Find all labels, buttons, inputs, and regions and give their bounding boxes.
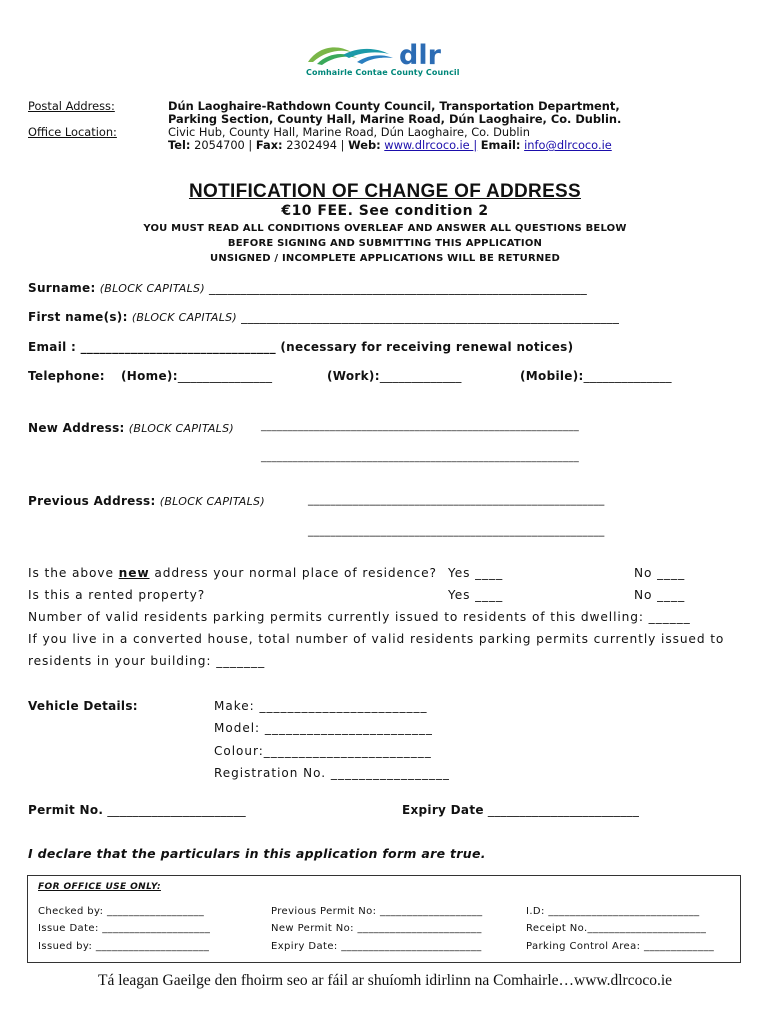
home-line-a[interactable]: __ [177,369,191,383]
web-link[interactable]: www.dlrcoco.ie [384,138,474,152]
mobile-label: (Mobile): [520,369,584,383]
work-phone-field[interactable] [327,369,462,383]
office-location-label: Office Location: [28,125,117,139]
previous-address-label: Previous Address: [28,494,156,508]
irish-version-footer: Tá leagan Gaeilge den fhoirm seo ar fáil ar shuíomh idirlinn na Comhairle…www.dlrcoco.ie [97,972,673,989]
work-line[interactable]: _____________ [379,369,462,383]
parking-control-area-field[interactable]: Parking Control Area: _____________ [526,941,715,952]
block-capitals-hint: (BLOCK CAPITALS) [131,311,238,324]
office-expiry-date-field[interactable]: Expiry Date: __________________________ [271,941,482,952]
tel-label: Tel: [168,138,191,152]
q1-new-emphasis: new [118,566,150,580]
vehicle-registration-field[interactable]: Registration No. _________________ [214,766,450,780]
question-converted-house-a: If you live in a converted house, total number of valid residents parking permits currently issued to [28,632,725,646]
vehicle-colour-field[interactable]: Colour:________________________ [214,744,432,758]
q1-text-a: Is the above [28,566,119,580]
form-title: NOTIFICATION OF CHANGE OF ADDRESS [188,181,581,202]
telephone-label: Telephone: [28,369,105,383]
q2-yes[interactable]: Yes ____ [448,588,504,602]
email-field[interactable] [28,340,573,354]
new-permit-field[interactable]: New Permit No: _______________________ [271,923,482,934]
expiry-date-label: Expiry Date [402,803,484,817]
issue-date-field[interactable]: Issue Date: ____________________ [38,923,211,934]
question-permits-dwelling[interactable]: Number of valid residents parking permits currently issued to residents of this dwelling: ______ [28,610,691,624]
issued-by-field[interactable]: Issued by: _____________________ [38,941,210,952]
previous-address-line-1[interactable]: _____________________________________________________ [308,494,605,506]
new-address-label-group [28,421,234,435]
previous-address-line-2[interactable]: _____________________________________________________ [308,525,605,537]
email-field-line[interactable]: _______________________________ [80,340,276,354]
checked-by-field[interactable]: Checked by: __________________ [38,906,205,917]
surname-line[interactable]: ____________________________________________________________ [209,281,588,295]
logo-subtitle: Comhairle Contae County Council [306,68,460,77]
receipt-field[interactable]: Receipt No.______________________ [526,923,707,934]
vehicle-make-field[interactable]: Make: ________________________ [214,699,428,713]
office-location-value: Civic Hub, County Hall, Marine Road, Dún Laoghaire, Co. Dublin [168,125,530,139]
question-normal-residence [28,566,437,580]
notice-line-2: BEFORE SIGNING AND SUBMITTING THIS APPLICATION [227,238,543,249]
vehicle-details-label: Vehicle Details: [28,699,138,713]
declaration: I declare that the particulars in this application form are true. [28,846,486,861]
web-label: Web: [348,138,381,152]
work-label: (Work): [327,369,380,383]
previous-address-label-group [28,494,265,508]
fee-line: €10 FEE. See condition 2 [281,203,489,219]
contact-line: Tel: 2054700 | Fax: 2302494 | Web: www.dlrcoco.ie | Email: info@dlrcoco.ie [168,138,612,152]
mobile-line[interactable]: ______________ [583,369,672,383]
id-field[interactable]: I.D: ____________________________ [526,906,700,917]
q1-text-b: address your normal place of residence? [149,566,437,580]
q2-no[interactable]: No ____ [634,588,686,602]
postal-address-label: Postal Address: [28,99,115,113]
question-converted-house-b[interactable]: residents in your building: _______ [28,654,266,668]
q1-yes[interactable]: Yes ____ [448,566,504,580]
email-link[interactable]: info@dlrcoco.ie [524,138,612,152]
permit-no-line[interactable]: ______________________ [107,803,246,817]
surname-label: Surname: [28,281,96,295]
expiry-date-line[interactable]: ________________________ [487,803,640,817]
email-field-label: Email : [28,340,77,354]
fax-value: 2302494 [286,138,337,152]
new-address-line-1[interactable]: ____________________________________________________________ [261,421,579,432]
office-use-title: FOR OFFICE USE ONLY: [38,882,161,892]
surname-field[interactable] [28,281,587,295]
block-capitals-hint: (BLOCK CAPITALS) [99,282,205,295]
notice-line-3: UNSIGNED / INCOMPLETE APPLICATIONS WILL BE RETURNED [210,253,560,264]
permit-no-label: Permit No. [28,803,104,817]
postal-address-line-1: Dún Laoghaire-Rathdown County Council, Transportation Department, [168,99,620,113]
postal-address-line-2: Parking Section, County Hall, Marine Road, Dún Laoghaire, Co. Dublin. [168,112,622,126]
q1-no[interactable]: No ____ [634,566,686,580]
previous-permit-field[interactable]: Previous Permit No: ___________________ [271,906,483,917]
new-address-label: New Address: [28,421,125,435]
home-line-b[interactable]: _____________ [190,369,273,383]
mobile-phone-field[interactable] [520,369,672,383]
fax-label: Fax: [255,138,283,152]
new-address-line-2[interactable]: ____________________________________________________________ [261,452,579,463]
home-label: (Home): [121,369,178,383]
question-rented: Is this a rented property? [28,588,206,602]
firstname-line[interactable]: ____________________________________________________________ [241,310,620,324]
home-phone-field[interactable] [121,369,272,383]
tel-value: 2054700 [194,138,245,152]
notice-line-1: YOU MUST READ ALL CONDITIONS OVERLEAF AND ANSWER ALL QUESTIONS BELOW [143,223,627,234]
expiry-date-field[interactable] [402,803,639,817]
block-capitals-hint: (BLOCK CAPITALS) [128,422,234,435]
office-use-box [27,875,741,963]
logo-wave-4 [357,55,393,64]
firstname-label: First name(s): [28,310,128,324]
logo-wordmark: dlr [399,40,441,71]
block-capitals-hint: (BLOCK CAPITALS) [159,495,265,508]
firstname-field[interactable] [28,310,619,324]
permit-no-field[interactable] [28,803,246,817]
email-note: (necessary for receiving renewal notices) [280,340,574,354]
vehicle-model-field[interactable]: Model: ________________________ [214,721,433,735]
email-label: Email: [480,138,521,152]
